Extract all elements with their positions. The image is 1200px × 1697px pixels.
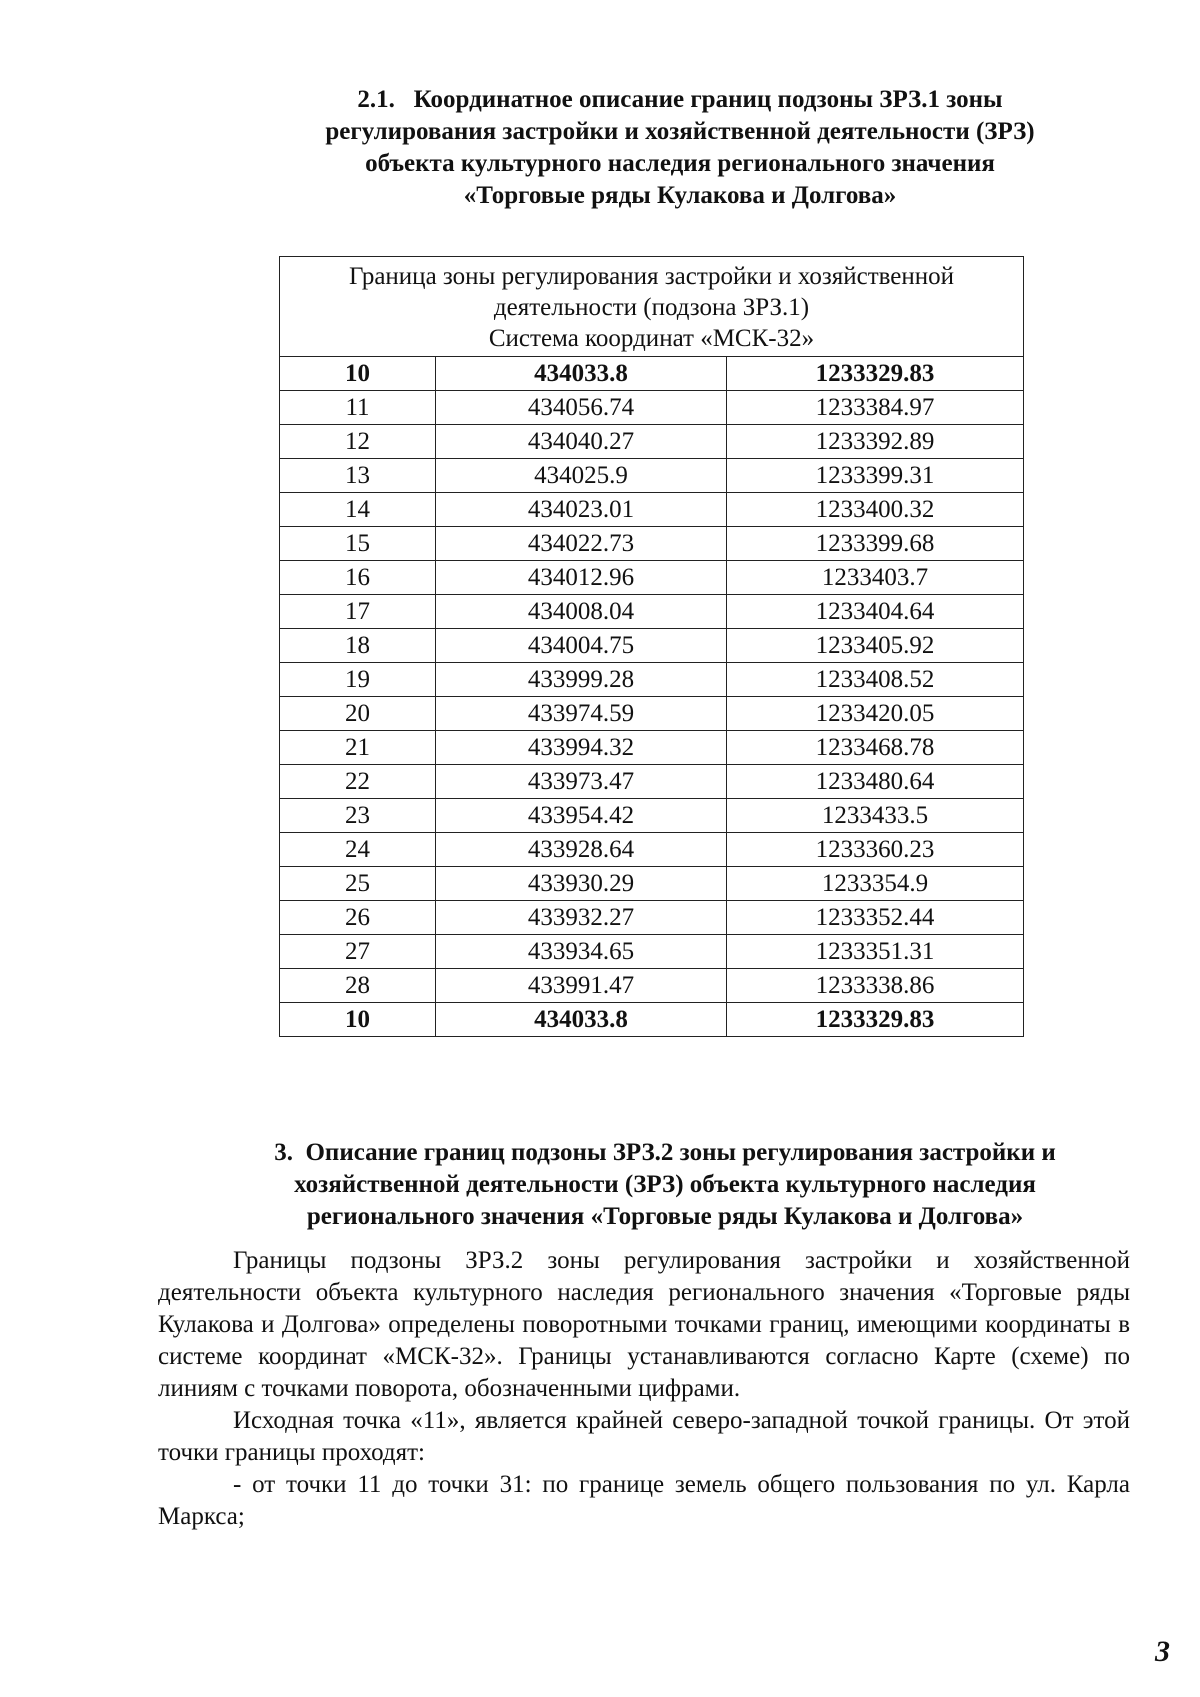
x-coordinate-cell: 433932.27 (436, 901, 727, 935)
title-line: «Торговые ряды Кулакова и Долгова» (463, 182, 897, 209)
point-cell: 22 (280, 765, 436, 799)
table-row (280, 527, 1024, 561)
caption-line: Система координат «МСК-32» (488, 325, 815, 352)
point-cell: 18 (280, 629, 436, 663)
x-coordinate-cell: 434023.01 (436, 493, 727, 527)
coordinates-table (279, 256, 1024, 1037)
table-row (280, 833, 1024, 867)
section-3-body (158, 1245, 1130, 1533)
point-cell: 28 (280, 969, 436, 1003)
paragraph: Исходная точка «11», является крайней северо-западной точкой границы. От этой точки границы проходят: (158, 1407, 1130, 1466)
table-row (280, 357, 1024, 391)
table-row (280, 663, 1024, 697)
point-cell: 11 (280, 391, 436, 425)
point-cell: 24 (280, 833, 436, 867)
table-row (280, 731, 1024, 765)
x-coordinate-cell: 433954.42 (436, 799, 727, 833)
table-row (280, 595, 1024, 629)
y-coordinate-cell: 1233404.64 (727, 595, 1024, 629)
y-coordinate-cell: 1233408.52 (727, 663, 1024, 697)
point-cell: 26 (280, 901, 436, 935)
table-row (280, 459, 1024, 493)
table-body (280, 357, 1024, 1037)
x-coordinate-cell: 433974.59 (436, 697, 727, 731)
table-row (280, 425, 1024, 459)
x-coordinate-cell: 434008.04 (436, 595, 727, 629)
point-cell: 21 (280, 731, 436, 765)
table-caption (280, 257, 1024, 357)
y-coordinate-cell: 1233420.05 (727, 697, 1024, 731)
y-coordinate-cell: 1233354.9 (727, 867, 1024, 901)
title-line: хозяйственной деятельности (ЗРЗ) объекта культурного наследия (294, 1171, 1036, 1198)
x-coordinate-cell: 434056.74 (436, 391, 727, 425)
x-coordinate-cell: 434033.8 (436, 357, 727, 391)
page-number: 3 (1155, 1635, 1170, 1668)
point-cell: 15 (280, 527, 436, 561)
x-coordinate-cell: 434033.8 (436, 1003, 727, 1037)
y-coordinate-cell: 1233329.83 (727, 357, 1024, 391)
title-line: объекта культурного наследия регионального значения (365, 150, 995, 177)
y-coordinate-cell: 1233392.89 (727, 425, 1024, 459)
caption-line: деятельности (подзона ЗРЗ.1) (493, 294, 810, 321)
table-row (280, 969, 1024, 1003)
point-cell: 14 (280, 493, 436, 527)
point-cell: 25 (280, 867, 436, 901)
title-line: Координатное описание границ подзоны ЗРЗ.1 зоны (413, 86, 1003, 113)
y-coordinate-cell: 1233360.23 (727, 833, 1024, 867)
y-coordinate-cell: 1233403.7 (727, 561, 1024, 595)
y-coordinate-cell: 1233433.5 (727, 799, 1024, 833)
table-row (280, 901, 1024, 935)
point-cell: 16 (280, 561, 436, 595)
section-number: 2.1. (357, 86, 395, 113)
table-row (280, 765, 1024, 799)
point-cell: 13 (280, 459, 436, 493)
y-coordinate-cell: 1233352.44 (727, 901, 1024, 935)
title-line: Описание границ подзоны ЗРЗ.2 зоны регулирования застройки и (305, 1139, 1056, 1166)
x-coordinate-cell: 433928.64 (436, 833, 727, 867)
x-coordinate-cell: 433973.47 (436, 765, 727, 799)
y-coordinate-cell: 1233399.31 (727, 459, 1024, 493)
paragraph: Границы подзоны ЗРЗ.2 зоны регулирования застройки и хозяйственной деятельности объекта культурного наследия регионального значения «Торговые ряды Кулакова и Долгова» определены поворотными точками границ, имеющими координаты в системе координат «МСК-32». Границы устанавливаются согласно Карте (схеме) по линиям с точками поворота, обозначенными цифрами. (158, 1247, 1130, 1402)
table-row (280, 391, 1024, 425)
point-cell: 19 (280, 663, 436, 697)
y-coordinate-cell: 1233405.92 (727, 629, 1024, 663)
y-coordinate-cell: 1233480.64 (727, 765, 1024, 799)
section-2-1-title (280, 84, 1080, 212)
x-coordinate-cell: 434012.96 (436, 561, 727, 595)
paragraph: - от точки 11 до точки 31: по границе земель общего пользования по ул. Карла Маркса; (158, 1471, 1130, 1530)
title-line: регулирования застройки и хозяйственной деятельности (ЗРЗ) (325, 118, 1035, 145)
point-cell: 12 (280, 425, 436, 459)
point-cell: 10 (280, 1003, 436, 1037)
section-number: 3. (274, 1139, 293, 1166)
x-coordinate-cell: 433934.65 (436, 935, 727, 969)
table-row (280, 561, 1024, 595)
y-coordinate-cell: 1233338.86 (727, 969, 1024, 1003)
x-coordinate-cell: 433930.29 (436, 867, 727, 901)
y-coordinate-cell: 1233399.68 (727, 527, 1024, 561)
table-row (280, 629, 1024, 663)
x-coordinate-cell: 434022.73 (436, 527, 727, 561)
table-row (280, 799, 1024, 833)
point-cell: 17 (280, 595, 436, 629)
x-coordinate-cell: 433999.28 (436, 663, 727, 697)
y-coordinate-cell: 1233400.32 (727, 493, 1024, 527)
point-cell: 27 (280, 935, 436, 969)
table-row (280, 493, 1024, 527)
point-cell: 20 (280, 697, 436, 731)
x-coordinate-cell: 434004.75 (436, 629, 727, 663)
x-coordinate-cell: 434040.27 (436, 425, 727, 459)
y-coordinate-cell: 1233384.97 (727, 391, 1024, 425)
table-row (280, 1003, 1024, 1037)
x-coordinate-cell: 433994.32 (436, 731, 727, 765)
section-3-title (200, 1137, 1130, 1233)
y-coordinate-cell: 1233351.31 (727, 935, 1024, 969)
table-row (280, 697, 1024, 731)
y-coordinate-cell: 1233468.78 (727, 731, 1024, 765)
title-line: регионального значения «Торговые ряды Кулакова и Долгова» (306, 1203, 1024, 1230)
point-cell: 23 (280, 799, 436, 833)
table-row (280, 935, 1024, 969)
table-row (280, 867, 1024, 901)
point-cell: 10 (280, 357, 436, 391)
y-coordinate-cell: 1233329.83 (727, 1003, 1024, 1037)
caption-line: Граница зоны регулирования застройки и хозяйственной (348, 263, 955, 290)
x-coordinate-cell: 434025.9 (436, 459, 727, 493)
x-coordinate-cell: 433991.47 (436, 969, 727, 1003)
